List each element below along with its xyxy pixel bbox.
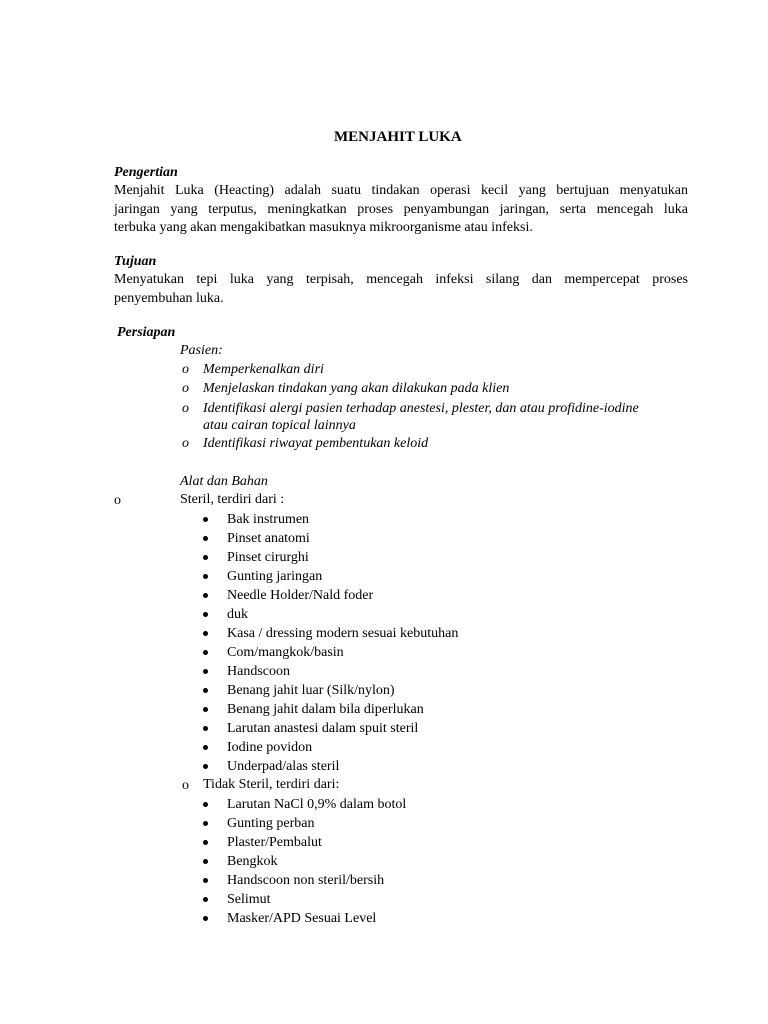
pasien-item: Identifikasi alergi pasien terhadap anestesi, plester, dan atau profidine-iodine xyxy=(203,401,639,416)
pasien-label: Pasien: xyxy=(180,343,223,358)
bullet-item: Plaster/Pembalut xyxy=(227,835,322,850)
pasien-item: Memperkenalkan diri xyxy=(203,362,324,377)
bullet-item: Com/mangkok/basin xyxy=(227,645,344,660)
document-title: MENJAHIT LUKA xyxy=(334,129,462,145)
steril-label: Steril, terdiri dari : xyxy=(180,492,285,507)
tujuan-line: penyembuhan luka. xyxy=(114,290,224,306)
pasien-item-continued: atau cairan topical lainnya xyxy=(203,418,356,433)
pengertian-paragraph xyxy=(114,182,688,238)
bullet-item: Handscoon non steril/bersih xyxy=(227,873,385,888)
bullet-item: Underpad/alas steril xyxy=(227,759,340,774)
pasien-item: Menjelaskan tindakan yang akan dilakukan pada klien xyxy=(203,381,510,396)
tidak-steril-label: Tidak Steril, terdiri dari: xyxy=(203,777,340,792)
alat-bahan-label: Alat dan Bahan xyxy=(180,474,268,489)
bullet-item: Handscoon xyxy=(227,664,290,679)
bullet-item: Larutan anastesi dalam spuit steril xyxy=(227,721,419,736)
bullet-item: Gunting perban xyxy=(227,816,315,831)
tujuan-heading: Tujuan xyxy=(114,254,157,269)
bullet-item: Iodine povidon xyxy=(227,740,313,755)
list-marker: o xyxy=(182,381,189,396)
list-marker: o xyxy=(182,778,189,793)
bullet-item: Pinset anatomi xyxy=(227,531,310,546)
list-marker: o xyxy=(182,362,189,377)
list-marker: o xyxy=(182,436,189,451)
list-marker: o xyxy=(114,493,121,508)
pengertian-heading: Pengertian xyxy=(114,165,178,180)
bullet-item: Benang jahit luar (Silk/nylon) xyxy=(227,683,395,698)
bullet-item: Larutan NaCl 0,9% dalam botol xyxy=(227,797,407,812)
bullet-item: Masker/APD Sesuai Level xyxy=(227,911,377,926)
bullet-item: Pinset cirurghi xyxy=(227,550,309,565)
pengertian-line: Menjahit Luka (Heacting) adalah suatu tindakan operasi kecil yang bertujuan menyatukan xyxy=(114,183,688,198)
bullet-item: duk xyxy=(227,607,248,622)
tujuan-line: Menyatukan tepi luka yang terpisah, mencegah infeksi silang dan mempercepat proses xyxy=(114,272,688,287)
pengertian-line: terbuka yang akan mengakibatkan masuknya mikroorganisme atau infeksi. xyxy=(114,220,533,235)
bullet-item: Benang jahit dalam bila diperlukan xyxy=(227,702,424,717)
persiapan-heading: Persiapan xyxy=(117,325,176,340)
tujuan-paragraph xyxy=(114,271,688,308)
bullet-item: Bak instrumen xyxy=(227,512,310,527)
bullet-item: Kasa / dressing modern sesuai kebutuhan xyxy=(227,626,459,641)
list-marker: o xyxy=(182,401,189,416)
bullet-item: Bengkok xyxy=(227,854,278,869)
pasien-item: Identifikasi riwayat pembentukan keloid xyxy=(203,436,429,451)
bullet-item: Needle Holder/Nald foder xyxy=(227,588,374,603)
pengertian-line: jaringan yang terputus, meningkatkan proses penyambungan jaringan, serta mencegah luka xyxy=(114,201,688,217)
bullet-item: Gunting jaringan xyxy=(227,569,323,584)
bullet-item: Selimut xyxy=(227,892,271,907)
